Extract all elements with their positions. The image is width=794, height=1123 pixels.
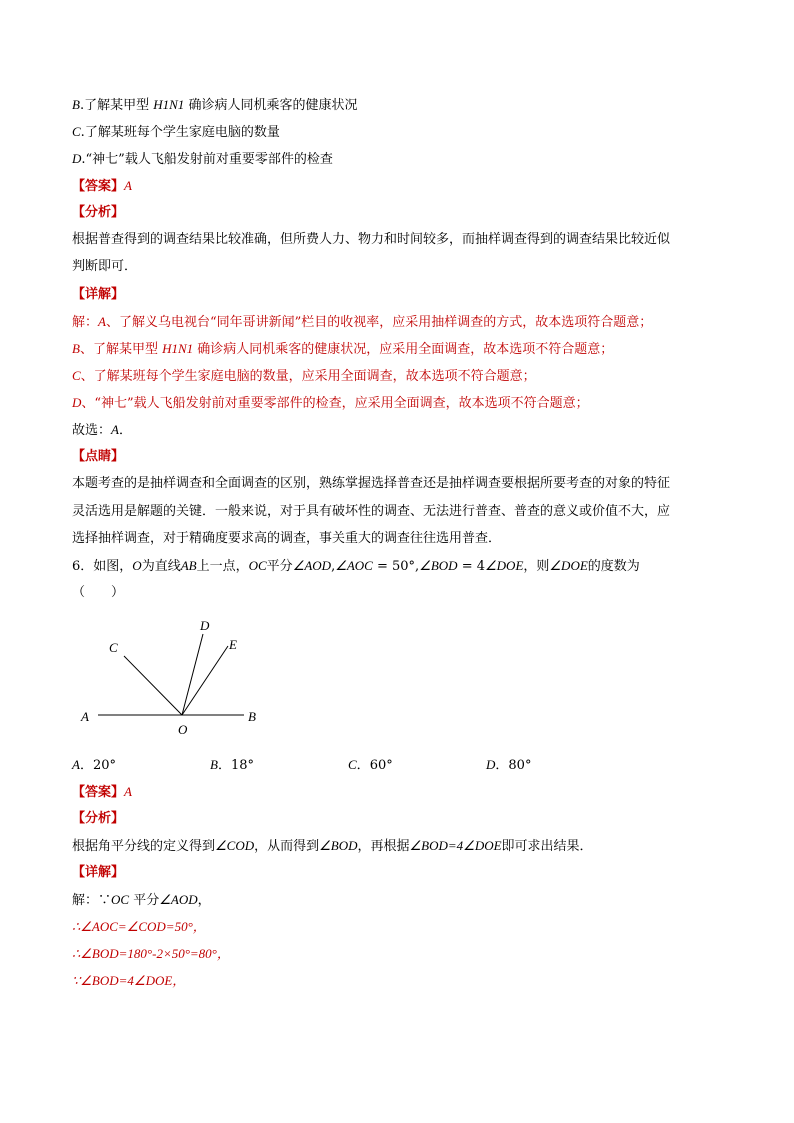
choice-sep: ．	[495, 758, 509, 773]
q6-analysis-text	[72, 837, 593, 856]
q5-detail-a	[72, 313, 652, 332]
q5-detail-c	[72, 367, 536, 386]
ray-oc	[124, 656, 182, 715]
detail-text: 、了解义乌电视台“同年哥讲新闻”栏目的收视率，应采用抽样调查的方式，故本选项符合题意；	[105, 315, 653, 330]
choose-letter: A	[111, 422, 119, 437]
ray-oe	[182, 646, 228, 715]
answer-value: A	[124, 178, 132, 193]
q6-stem	[72, 557, 640, 576]
stem-text: ,	[331, 559, 336, 574]
detail-text: 、了解某甲型	[79, 342, 163, 357]
q6-detail-line2: ∴∠AOC=∠COD=50°，	[72, 919, 206, 934]
answer-value: A	[124, 784, 132, 799]
choice-sep: ．	[79, 758, 93, 773]
q5-answer	[72, 177, 132, 196]
detail-text: 、“神七”载人飞船发射前对重要零部件的检查，应采用全面调查，故本选项不符合题意；	[81, 396, 589, 411]
ray-od	[182, 634, 203, 715]
math-angle-aoc: ∠AOC	[335, 558, 373, 573]
stem-text: 的度数为	[587, 559, 640, 574]
answer-label: 【答案】	[72, 785, 125, 800]
label-d: D	[200, 618, 210, 633]
analysis-label: 【分析】	[72, 205, 125, 220]
detail-prefix: 解：	[72, 315, 99, 330]
detail-label: 【详解】	[72, 865, 125, 880]
q5-comment-line3: 选择抽样调查，对于精确度要求高的调查，事关重大的调查往往选用普查．	[72, 531, 502, 546]
detail-label: 【详解】	[72, 287, 125, 302]
q6-answer	[72, 783, 132, 802]
comment-label: 【点睛】	[72, 449, 125, 464]
stem-text: = 50°,	[372, 559, 420, 574]
choice-sep: ．	[217, 758, 231, 773]
q5-analysis-line2: 判断即可．	[72, 259, 138, 274]
label-e: E	[229, 637, 237, 652]
math-bod-eq: ∠BOD=4∠DOE	[409, 838, 502, 853]
math-angle-bod: ∠BOD	[319, 838, 358, 853]
label-o: O	[178, 722, 188, 737]
label-c: C	[109, 640, 118, 655]
detail-text: 平分	[129, 893, 160, 908]
option-letter: B	[72, 97, 80, 112]
choice-letter: B	[210, 757, 218, 772]
q6-detail-line3: ∴∠BOD=180°-2×50°=80°，	[72, 946, 230, 961]
option-text: “神七”载人飞船发射前对重要零部件的检查	[85, 152, 333, 167]
detail-text: 解：∵	[72, 893, 112, 908]
q6-detail-line4: ∵∠BOD=4∠DOE，	[72, 973, 186, 988]
math-angle-bod: ∠BOD	[419, 558, 458, 573]
q5-detail-d	[72, 394, 589, 413]
choice-sep: ．	[356, 758, 370, 773]
q5-comment-line1: 本题考查的是抽样调查和全面调查的区别，熟练掌握选择普查还是抽样调查要根据所要考查的对象的特征	[72, 476, 671, 491]
term-h1n1: H1N1	[162, 341, 194, 356]
option-sep: .	[81, 152, 86, 167]
choice-letter: D	[486, 757, 496, 772]
q6-detail-line1	[72, 891, 211, 910]
stem-text: 上一点，	[196, 559, 249, 574]
q6-paren: （ ）	[72, 585, 125, 600]
q6-analysis-label	[72, 810, 124, 828]
choice-letter: A	[72, 757, 80, 772]
math-oc: OC	[248, 558, 267, 573]
option-text: 了解某班每个学生家庭电脑的数量	[84, 125, 280, 140]
q5-option-c	[72, 123, 280, 142]
q5-comment-label	[72, 448, 124, 466]
analysis-label: 【分析】	[72, 811, 125, 826]
stem-text: ，则	[523, 559, 550, 574]
analysis-text: 即可求出结果．	[501, 839, 593, 854]
question-number: 6．	[72, 559, 94, 574]
detail-letter: C	[72, 368, 81, 383]
math-ab: AB	[180, 558, 197, 573]
stem-text: = 4	[457, 559, 486, 574]
option-text: 确诊病人同机乘客的健康状况	[188, 98, 358, 113]
q5-analysis-label	[72, 204, 124, 222]
option-text: 了解某甲型	[84, 98, 150, 113]
choose-suffix: ．	[118, 423, 132, 438]
q5-detail-label	[72, 286, 124, 304]
label-b: B	[248, 709, 256, 724]
q6-detail-label	[72, 864, 124, 882]
q6-choice-d	[486, 756, 531, 775]
stem-text: 平分	[266, 559, 293, 574]
stem-text: 为直线	[141, 559, 181, 574]
detail-text: ，	[197, 893, 211, 908]
choice-value: 18°	[230, 758, 255, 773]
math-angle-doe: ∠DOE	[485, 558, 524, 573]
q5-option-d	[72, 150, 333, 169]
detail-letter: A	[98, 314, 106, 329]
detail-letter: B	[72, 341, 80, 356]
option-sep: .	[79, 98, 85, 113]
term-h1n1: H1N1	[153, 97, 185, 112]
math-angle-doe: ∠DOE	[549, 558, 588, 573]
label-a: A	[81, 709, 89, 724]
q5-choose	[72, 421, 132, 440]
math-angle-aod: ∠AOD	[292, 558, 332, 573]
choice-value: 20°	[92, 758, 117, 773]
math-oc: OC	[111, 892, 130, 907]
analysis-text: ，从而得到	[254, 839, 320, 854]
q5-comment-line2: 灵活选用是解题的关键．一般来说，对于具有破坏性的调查、无法进行普查、普查的意义或价值不大，应	[72, 504, 671, 519]
analysis-text: ，再根据	[357, 839, 410, 854]
q6-choice-a	[72, 756, 116, 775]
math-o: O	[132, 558, 142, 573]
choice-value: 60°	[369, 758, 393, 773]
detail-letter: D	[72, 395, 82, 410]
math-angle-aod: ∠AOD	[159, 892, 198, 907]
choose-prefix: 故选：	[72, 423, 112, 438]
choice-letter: C	[348, 757, 357, 772]
math-angle-cod: ∠COD	[215, 838, 255, 853]
option-sep: .	[80, 125, 85, 140]
stem-text: 如图，	[93, 559, 133, 574]
q6-choice-c	[348, 756, 393, 775]
analysis-text: 根据角平分线的定义得到	[72, 839, 216, 854]
q5-detail-b	[72, 340, 613, 359]
answer-label: 【答案】	[72, 179, 125, 194]
q5-analysis-line1: 根据普查得到的调查结果比较准确，但所费人力、物力和时间较多，而抽样调查得到的调查结果比较近似	[72, 232, 671, 247]
option-letter: D	[72, 151, 82, 166]
choice-value: 80°	[508, 758, 532, 773]
detail-text: 确诊病人同机乘客的健康状况，应采用全面调查，故本选项不符合题意；	[193, 342, 614, 357]
q6-figure	[72, 612, 272, 742]
q5-option-b	[72, 96, 357, 115]
option-letter: C	[72, 124, 81, 139]
detail-text: 、了解某班每个学生家庭电脑的数量，应采用全面调查，故本选项不符合题意；	[80, 369, 536, 384]
q6-choice-b	[210, 756, 254, 775]
